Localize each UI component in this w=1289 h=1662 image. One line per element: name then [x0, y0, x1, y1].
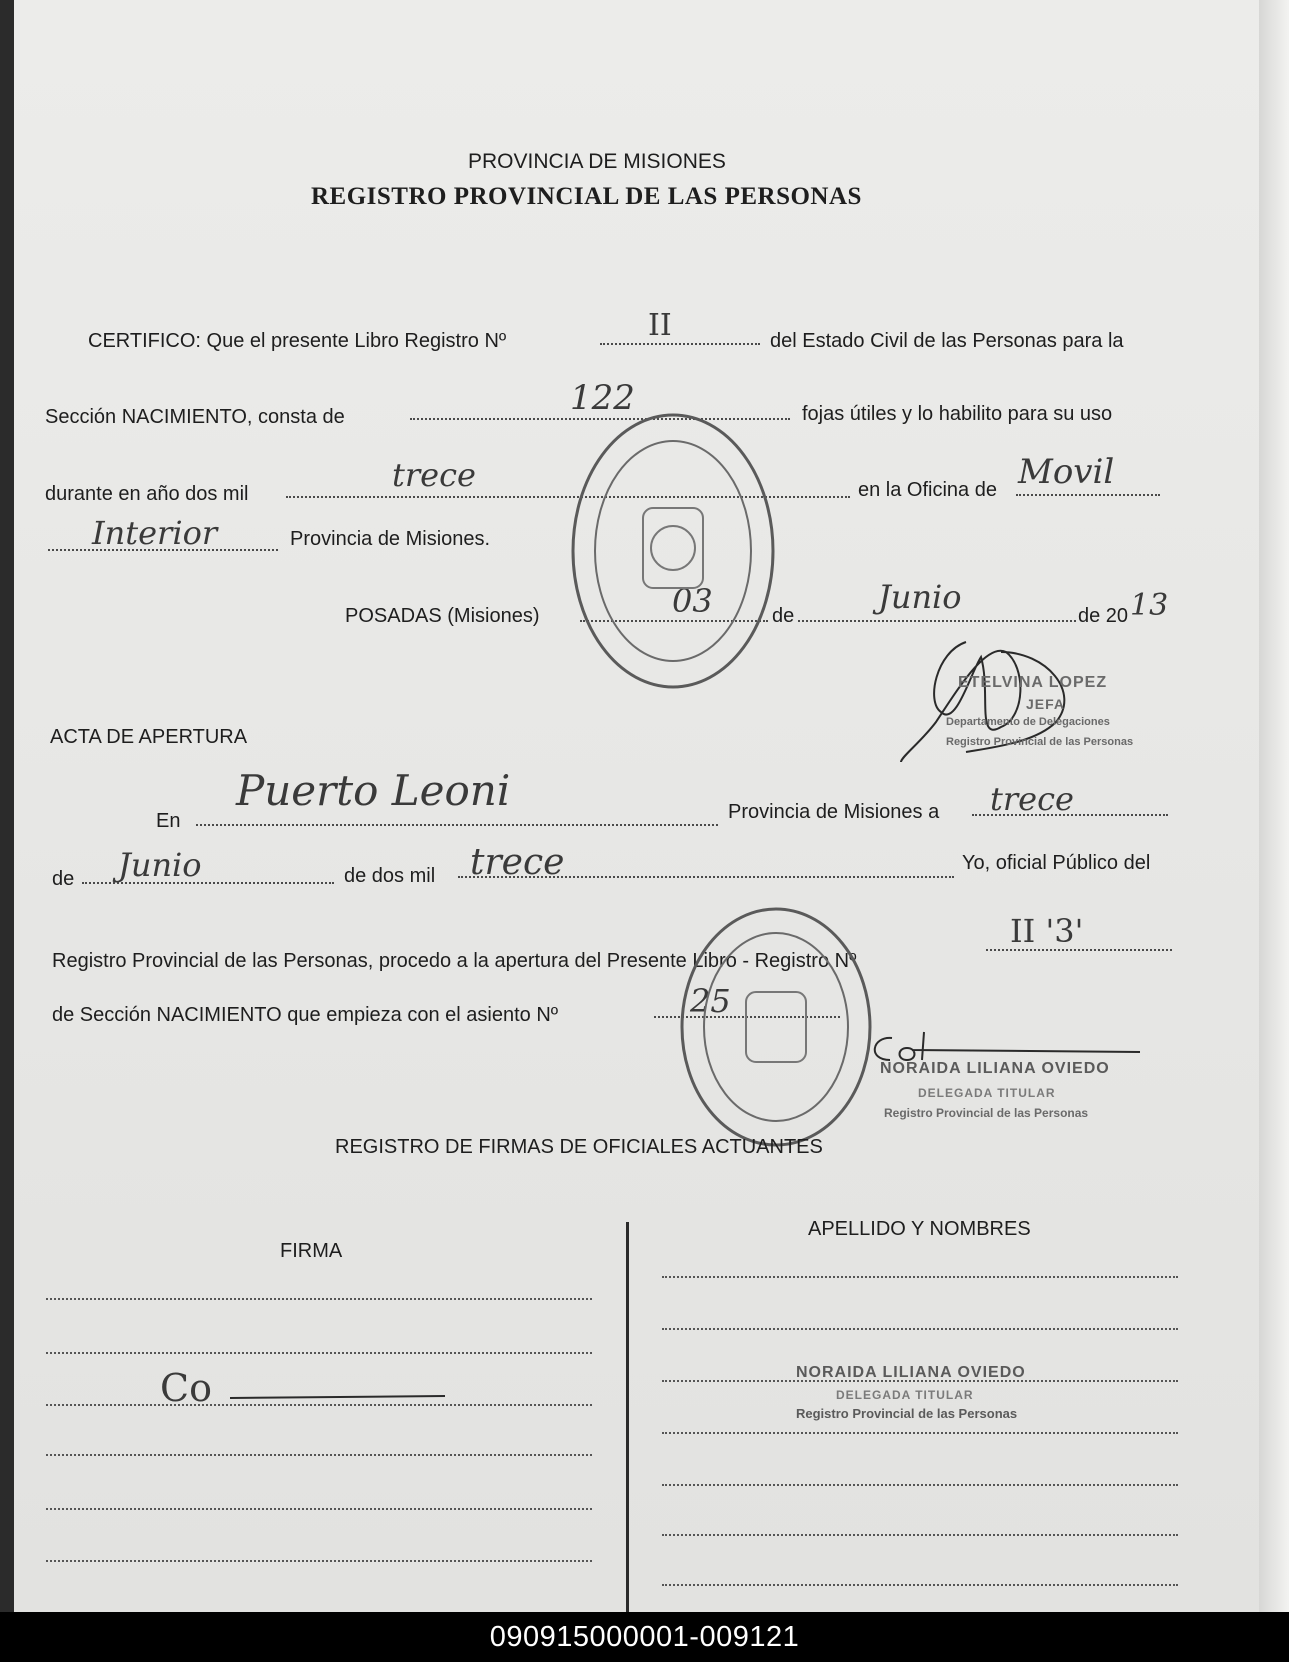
certificate-line3-prefix: durante en año dos mil [45, 483, 249, 505]
document-code-footer: 090915000001-009121 [0, 1612, 1289, 1662]
acta-line4: de Sección NACIMIENTO que empieza con el asiento Nº [52, 1004, 559, 1026]
firma-stamp-title: DELEGADA TITULAR [836, 1388, 974, 1402]
libro-number-blank [600, 343, 760, 345]
firma-stamp-name: NORAIDA LILIANA OVIEDO [796, 1364, 1026, 1381]
acta-month: Junio [118, 846, 202, 884]
official-round-stamp-1 [568, 408, 778, 694]
certificate-line2-prefix: Sección NACIMIENTO, consta de [45, 406, 345, 428]
certificate-line1-prefix: CERTIFICO: Que el presente Libro Registro Nº [88, 330, 507, 352]
official-round-stamp-2 [676, 902, 876, 1152]
signer1-dept2: Registro Provincial de las Personas [946, 736, 1134, 748]
de-label: de [772, 605, 795, 627]
signer2-title: DELEGADA TITULAR [918, 1086, 1056, 1100]
month-name: Junio [878, 578, 962, 616]
office-name-1: Movil [1018, 452, 1115, 492]
asiento-number: 25 [690, 982, 731, 1020]
acta-de-label: de [52, 868, 75, 890]
certificate-line4-suffix: Provincia de Misiones. [290, 528, 491, 550]
year-words: trece [392, 456, 476, 494]
place-blank [196, 824, 718, 826]
nombres-column-header: APELLIDO Y NOMBRES [808, 1218, 1031, 1240]
province-heading: PROVINCIA DE MISIONES [468, 150, 726, 173]
office-blank [1016, 494, 1160, 496]
firma-line [46, 1454, 592, 1456]
scan-edge-left [0, 0, 14, 1612]
nombre-line [662, 1276, 1178, 1278]
signer2-dept: Registro Provincial de las Personas [884, 1106, 1089, 1120]
libro-number: II [648, 308, 672, 343]
firmas-heading: REGISTRO DE FIRMAS DE OFICIALES ACTUANTES [335, 1136, 823, 1158]
firma-line [46, 1508, 592, 1510]
nombre-line [662, 1534, 1178, 1536]
registry-title: REGISTRO PROVINCIAL DE LAS PERSONAS [311, 183, 862, 210]
signer1-dept1: Departamento de Delegaciones [946, 716, 1110, 728]
firma-line [46, 1298, 592, 1300]
acta-en-label: En [156, 810, 181, 832]
nombre-line [662, 1584, 1178, 1586]
office-name-2: Interior [92, 514, 218, 552]
scan-edge-right [1259, 0, 1289, 1612]
signer1-title: JEFA [1026, 696, 1066, 712]
firma-line [46, 1560, 592, 1562]
acta-heading: ACTA DE APERTURA [50, 726, 248, 748]
firma-column-header: FIRMA [280, 1240, 343, 1262]
acta-dos-mil-label: de dos mil [344, 865, 436, 887]
day-number: 03 [672, 582, 713, 620]
acta-yo-label: Yo, oficial Público del [962, 852, 1151, 874]
nombre-line [662, 1328, 1178, 1330]
certificate-line2-suffix: fojas útiles y lo habilito para su uso [802, 403, 1113, 425]
place-date-prefix: POSADAS (Misiones) [345, 605, 540, 627]
acta-place: Puerto Leoni [236, 766, 511, 815]
nombre-line [662, 1484, 1178, 1486]
fojas-count: 122 [570, 378, 635, 418]
signer2-name: NORAIDA LILIANA OVIEDO [880, 1060, 1110, 1077]
firma-stamp-dept: Registro Provincial de las Personas [796, 1406, 1018, 1421]
acta-day-words: trece [990, 780, 1074, 818]
firma-line [46, 1352, 592, 1354]
acta-province-label: Provincia de Misiones a [728, 801, 940, 823]
table-divider [626, 1222, 629, 1614]
registro-number: II '3' [1010, 912, 1084, 950]
signer1-name: ETELVINA LOPEZ [958, 674, 1108, 691]
nombre-line [662, 1432, 1178, 1434]
firma-signature: Co [160, 1366, 212, 1410]
month-blank [798, 620, 1076, 622]
year-suffix: 13 [1130, 588, 1169, 623]
certificate-line3-suffix: en la Oficina de [858, 479, 997, 501]
certificate-line1-suffix: del Estado Civil de las Personas para la [770, 330, 1124, 352]
acta-year-words: trece [470, 842, 565, 883]
acta-line3: Registro Provincial de las Personas, procedo a la apertura del Presente Libro - Registro Nº [52, 950, 857, 972]
firma-signature-stroke [230, 1386, 450, 1406]
year-label: de 20 [1078, 605, 1129, 627]
